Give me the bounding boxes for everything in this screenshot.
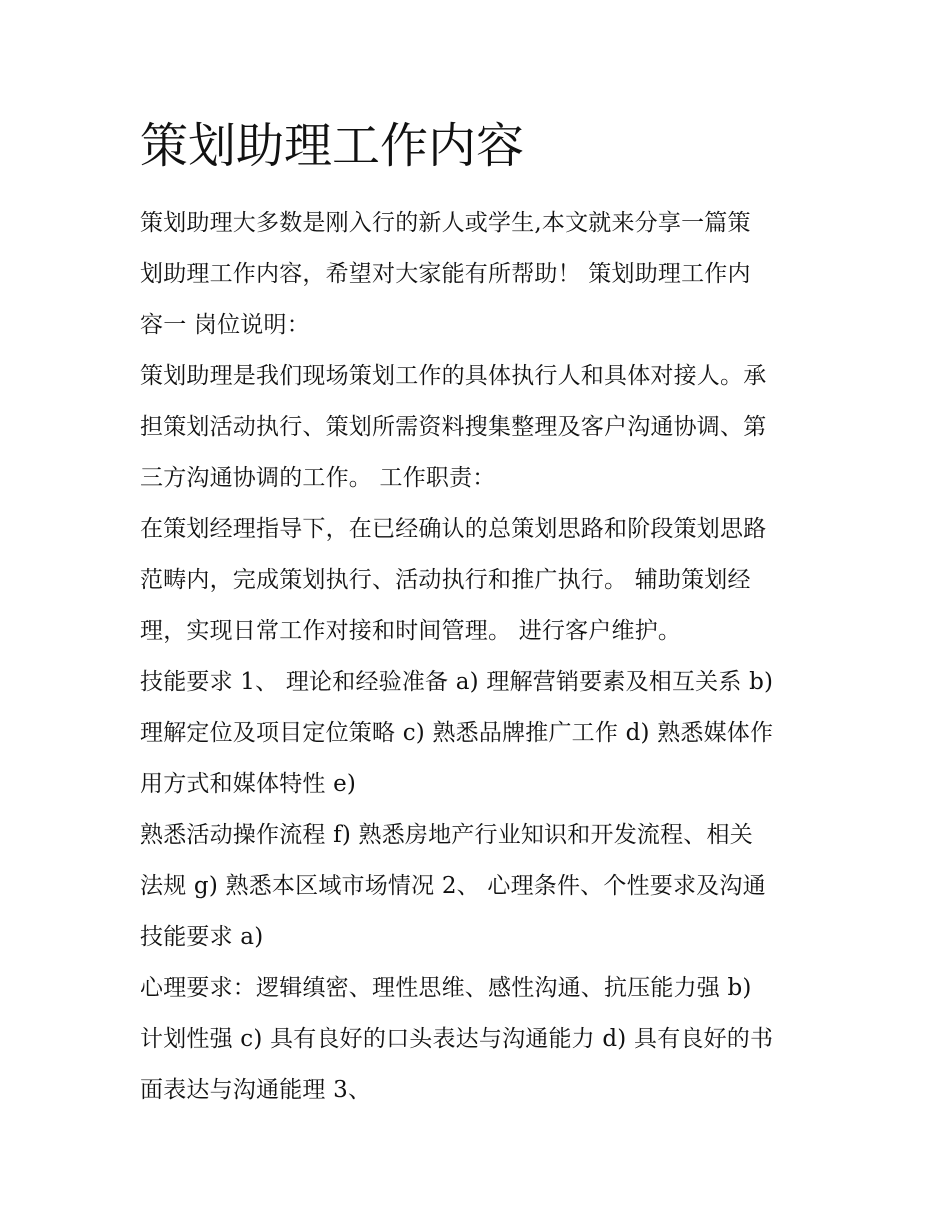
paragraph-skills — [140, 659, 820, 812]
text-line: 三方沟通协调的工作。 工作职责： — [140, 465, 496, 491]
paragraph-psychological-requirements — [140, 965, 820, 1118]
paragraph-duties — [140, 506, 820, 659]
text-line: 心理要求：逻辑缜密、理性思维、感性沟通、抗压能力强 b) — [140, 975, 752, 1001]
text-line: 用方式和媒体特性 e) — [140, 771, 357, 797]
text-line: 理解定位及项目定位策略 c) 熟悉品牌推广工作 d) 熟悉媒体作 — [140, 720, 774, 746]
text-line: 策划助理大多数是刚入行的新人或学生,本文就来分享一篇策 — [140, 210, 751, 236]
page-title: 策划助理工作内容 — [140, 118, 525, 174]
text-line: 划助理工作内容，希望对大家能有所帮助！ 策划助理工作内 — [140, 261, 751, 287]
text-line: 范畴内，完成策划执行、活动执行和推广执行。 辅助策划经 — [140, 567, 751, 593]
text-line: 面表达与沟通能理 3、 — [140, 1077, 372, 1103]
text-line: 技能要求 a) — [140, 924, 264, 950]
text-line: 熟悉活动操作流程 f) 熟悉房地产行业知识和开发流程、相关 — [140, 822, 753, 848]
text-line: 技能要求 1、 理论和经验准备 a) 理解营销要素及相互关系 b) — [140, 669, 774, 695]
text-line: 在策划经理指导下，在已经确认的总策划思路和阶段策划思路 — [140, 516, 767, 542]
text-line: 容一 岗位说明： — [140, 312, 310, 338]
text-line: 策划助理是我们现场策划工作的具体执行人和具体对接人。承 — [140, 363, 767, 389]
paragraph-skills-continued — [140, 812, 820, 965]
document-body — [140, 200, 820, 1118]
text-line: 计划性强 c) 具有良好的口头表达与沟通能力 d) 具有良好的书 — [140, 1026, 774, 1052]
paragraph-position-description — [140, 353, 820, 506]
paragraph-intro — [140, 200, 820, 353]
text-line: 理，实现日常工作对接和时间管理。 进行客户维护。 — [140, 618, 682, 644]
text-line: 法规 g) 熟悉本区域市场情况 2、 心理条件、个性要求及沟通 — [140, 873, 766, 899]
text-line: 担策划活动执行、策划所需资料搜集整理及客户沟通协调、第 — [140, 414, 767, 440]
